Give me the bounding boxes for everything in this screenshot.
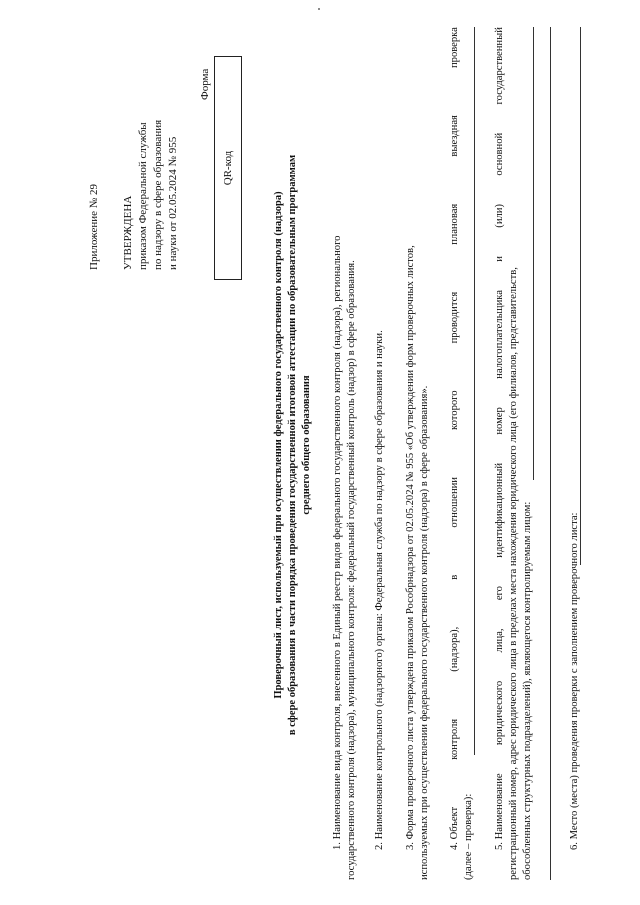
- item-5-fill-line-2: [550, 27, 551, 880]
- rotated-form-content: [10, 10, 630, 895]
- item-4-fill-line: [474, 27, 475, 755]
- title-line-3: среднего общего образования: [301, 375, 312, 515]
- item-5-word: юридического: [494, 680, 505, 746]
- item-4-word: которого: [449, 390, 460, 430]
- item-5-word: основной: [494, 132, 505, 176]
- item-4-word: в: [449, 574, 460, 580]
- item-4-line-2: (далее – проверка):: [463, 793, 474, 880]
- item-4-word: плановая: [449, 203, 460, 245]
- item-4-word: (надзора),: [449, 626, 460, 672]
- item-5-word: идентификационный: [494, 463, 505, 558]
- item-3-line-1: 3. Форма проверочного листа утверждена приказом Рособрнадзора от 02.05.2024 № 955 «Об утверждении форм проверочных листов,: [405, 245, 416, 850]
- item-3-line-2: используемых при осуществлении федерального государственного контроля (надзора) в сфере образования».: [419, 385, 430, 880]
- appendix-number: Приложение № 29: [88, 183, 100, 270]
- item-5-word: государственный: [494, 27, 505, 105]
- item-1-line-2: государственного контроля (надзора), муниципального контроля: федеральный государственный контроль (надзор) в сфере образования.: [346, 260, 357, 880]
- item-5-word: номер: [494, 407, 505, 435]
- item-5-word: лица,: [494, 628, 505, 653]
- approved-stamp: УТВЕРЖДЕНА: [122, 195, 134, 270]
- item-4-word: отношении: [449, 477, 460, 528]
- form-label: Форма: [199, 68, 211, 100]
- item-5-word: и: [494, 256, 505, 262]
- order-line-2: по надзору в сфере образования: [152, 119, 164, 270]
- item-2-line-1: 2. Наименование контрольного (надзорного) органа: Федеральная служба по надзору в сфере образования и науки.: [374, 330, 385, 850]
- item-5-line-1: [495, 27, 506, 850]
- item-5-fill-line-1: [533, 27, 534, 480]
- item-4-word: контроля: [449, 718, 460, 760]
- item-1-line-1: 1. Наименование вида контроля, внесенного в Единый реестр видов федерального государственного контроля (надзора), регионального: [332, 235, 343, 850]
- item-6-line-1: 6. Место (места) проведения проверки с заполнением проверочного листа:: [569, 512, 580, 850]
- item-4-word: 4. Объект: [449, 806, 460, 850]
- item-5-word: налогоплательщика: [494, 290, 505, 379]
- item-4-word: выездная: [449, 115, 460, 157]
- order-line-1: приказом Федеральной службы: [137, 122, 149, 270]
- title-line-1: Проверочный лист, используемый при осуществлении федерального государственного контроля (надзора): [273, 191, 284, 699]
- order-line-3: и науки от 02.05.2024 № 955: [167, 136, 179, 270]
- item-4-word: проводится: [449, 291, 460, 344]
- item-5-line-3: обособленных структурных подразделений), являющегося контролируемым лицом:: [522, 501, 533, 880]
- item-4-line-1: [450, 27, 461, 850]
- item-5-word: 5. Наименование: [494, 773, 505, 850]
- item-6-fill-line: [580, 27, 581, 565]
- item-5-line-2: регистрационный номер, адрес юридического лица в пределах места нахождения юридического лица (его филиалов, представительств,: [508, 267, 519, 880]
- item-5-word: (или): [494, 204, 505, 228]
- item-5-word: его: [494, 586, 505, 601]
- title-line-2: в сфере образования в части порядка проведения государственной итоговой аттестации по образовательным программам: [287, 154, 298, 736]
- qr-code-box: [214, 56, 242, 280]
- qr-code-label: QR-код: [222, 150, 234, 186]
- item-4-word: проверка: [449, 27, 460, 69]
